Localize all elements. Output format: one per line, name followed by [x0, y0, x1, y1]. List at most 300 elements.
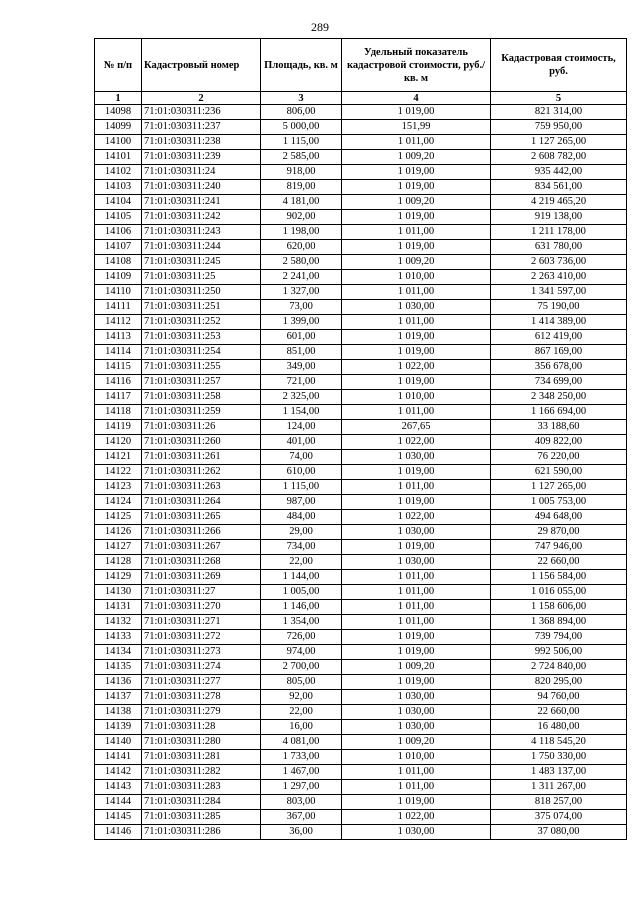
cadastral-number-cell: 71:01:030311:244 — [142, 240, 261, 255]
area-cell: 805,00 — [261, 675, 342, 690]
row-number-cell: 14115 — [95, 360, 142, 375]
table-row — [95, 195, 627, 210]
header-unit-value: Удельный показатель кадастровой стоимости, руб./кв. м — [342, 39, 491, 92]
row-number-cell: 14102 — [95, 165, 142, 180]
unit-value-cell: 1 011,00 — [342, 315, 491, 330]
row-number-cell: 14126 — [95, 525, 142, 540]
area-cell: 73,00 — [261, 300, 342, 315]
unit-value-cell: 1 011,00 — [342, 225, 491, 240]
table-row — [95, 540, 627, 555]
table-row — [95, 240, 627, 255]
unit-value-cell: 1 009,20 — [342, 195, 491, 210]
cadastral-value-cell: 409 822,00 — [491, 435, 627, 450]
unit-value-cell: 1 019,00 — [342, 495, 491, 510]
unit-value-cell: 1 009,20 — [342, 255, 491, 270]
row-number-cell: 14113 — [95, 330, 142, 345]
cadastral-number-cell: 71:01:030311:243 — [142, 225, 261, 240]
cadastral-value-cell: 356 678,00 — [491, 360, 627, 375]
table-row — [95, 495, 627, 510]
table-row — [95, 705, 627, 720]
unit-value-cell: 267,65 — [342, 420, 491, 435]
header-row-number: № п/п — [95, 39, 142, 92]
row-number-cell: 14111 — [95, 300, 142, 315]
unit-value-cell: 1 030,00 — [342, 525, 491, 540]
unit-value-cell: 1 011,00 — [342, 405, 491, 420]
row-number-cell: 14136 — [95, 675, 142, 690]
cadastral-number-cell: 71:01:030311:264 — [142, 495, 261, 510]
cadastral-number-cell: 71:01:030311:241 — [142, 195, 261, 210]
unit-value-cell: 1 019,00 — [342, 240, 491, 255]
area-cell: 803,00 — [261, 795, 342, 810]
cadastral-value-cell: 16 480,00 — [491, 720, 627, 735]
row-number-cell: 14139 — [95, 720, 142, 735]
area-cell: 1 146,00 — [261, 600, 342, 615]
cadastral-number-cell: 71:01:030311:27 — [142, 585, 261, 600]
cadastral-number-cell: 71:01:030311:274 — [142, 660, 261, 675]
cadastral-number-cell: 71:01:030311:24 — [142, 165, 261, 180]
table-row — [95, 810, 627, 825]
area-cell: 401,00 — [261, 435, 342, 450]
area-cell: 367,00 — [261, 810, 342, 825]
area-cell: 16,00 — [261, 720, 342, 735]
row-number-cell: 14142 — [95, 765, 142, 780]
column-number: 3 — [261, 92, 342, 105]
area-cell: 2 325,00 — [261, 390, 342, 405]
unit-value-cell: 1 010,00 — [342, 750, 491, 765]
cadastral-number-cell: 71:01:030311:239 — [142, 150, 261, 165]
cadastral-value-cell: 820 295,00 — [491, 675, 627, 690]
table-row — [95, 345, 627, 360]
table-row — [95, 795, 627, 810]
table-row — [95, 450, 627, 465]
area-cell: 1 399,00 — [261, 315, 342, 330]
cadastral-value-cell: 2 724 840,00 — [491, 660, 627, 675]
unit-value-cell: 1 019,00 — [342, 630, 491, 645]
table-row — [95, 330, 627, 345]
unit-value-cell: 1 011,00 — [342, 615, 491, 630]
cadastral-value-cell: 1 166 694,00 — [491, 405, 627, 420]
cadastral-value-cell: 75 190,00 — [491, 300, 627, 315]
row-number-cell: 14144 — [95, 795, 142, 810]
row-number-cell: 14128 — [95, 555, 142, 570]
row-number-cell: 14119 — [95, 420, 142, 435]
cadastral-number-cell: 71:01:030311:260 — [142, 435, 261, 450]
area-cell: 1 327,00 — [261, 285, 342, 300]
unit-value-cell: 1 011,00 — [342, 765, 491, 780]
table-row — [95, 465, 627, 480]
cadastral-value-cell: 631 780,00 — [491, 240, 627, 255]
cadastral-number-cell: 71:01:030311:266 — [142, 525, 261, 540]
table-row — [95, 510, 627, 525]
cadastral-value-cell: 37 080,00 — [491, 825, 627, 840]
cadastral-value-cell: 1 211 178,00 — [491, 225, 627, 240]
unit-value-cell: 151,99 — [342, 120, 491, 135]
header-area: Площадь, кв. м — [261, 39, 342, 92]
cadastral-number-cell: 71:01:030311:277 — [142, 675, 261, 690]
table-row — [95, 120, 627, 135]
cadastral-value-table — [94, 38, 627, 840]
row-number-cell: 14106 — [95, 225, 142, 240]
cadastral-value-cell: 22 660,00 — [491, 555, 627, 570]
area-cell: 610,00 — [261, 465, 342, 480]
cadastral-value-cell: 759 950,00 — [491, 120, 627, 135]
table-row — [95, 105, 627, 120]
cadastral-number-cell: 71:01:030311:269 — [142, 570, 261, 585]
area-cell: 1 198,00 — [261, 225, 342, 240]
unit-value-cell: 1 009,20 — [342, 735, 491, 750]
cadastral-number-cell: 71:01:030311:237 — [142, 120, 261, 135]
area-cell: 4 181,00 — [261, 195, 342, 210]
cadastral-value-cell: 621 590,00 — [491, 465, 627, 480]
cadastral-value-cell: 1 156 584,00 — [491, 570, 627, 585]
area-cell: 851,00 — [261, 345, 342, 360]
area-cell: 987,00 — [261, 495, 342, 510]
cadastral-number-cell: 71:01:030311:272 — [142, 630, 261, 645]
unit-value-cell: 1 011,00 — [342, 780, 491, 795]
cadastral-value-cell: 739 794,00 — [491, 630, 627, 645]
cadastral-number-cell: 71:01:030311:236 — [142, 105, 261, 120]
table-row — [95, 420, 627, 435]
cadastral-value-cell: 935 442,00 — [491, 165, 627, 180]
table-row — [95, 270, 627, 285]
column-number: 2 — [142, 92, 261, 105]
row-number-cell: 14143 — [95, 780, 142, 795]
table-row — [95, 180, 627, 195]
row-number-cell: 14130 — [95, 585, 142, 600]
area-cell: 918,00 — [261, 165, 342, 180]
table-row — [95, 615, 627, 630]
unit-value-cell: 1 019,00 — [342, 645, 491, 660]
cadastral-value-cell: 747 946,00 — [491, 540, 627, 555]
row-number-cell: 14101 — [95, 150, 142, 165]
row-number-cell: 14131 — [95, 600, 142, 615]
table-row — [95, 165, 627, 180]
table-row — [95, 780, 627, 795]
row-number-cell: 14133 — [95, 630, 142, 645]
cadastral-number-cell: 71:01:030311:253 — [142, 330, 261, 345]
area-cell: 726,00 — [261, 630, 342, 645]
cadastral-number-cell: 71:01:030311:254 — [142, 345, 261, 360]
unit-value-cell: 1 011,00 — [342, 285, 491, 300]
cadastral-number-cell: 71:01:030311:26 — [142, 420, 261, 435]
unit-value-cell: 1 011,00 — [342, 600, 491, 615]
table-row — [95, 405, 627, 420]
table-row — [95, 315, 627, 330]
table-row — [95, 600, 627, 615]
table-row — [95, 690, 627, 705]
cadastral-value-cell: 834 561,00 — [491, 180, 627, 195]
unit-value-cell: 1 030,00 — [342, 300, 491, 315]
unit-value-cell: 1 019,00 — [342, 345, 491, 360]
cadastral-number-cell: 71:01:030311:261 — [142, 450, 261, 465]
area-cell: 22,00 — [261, 705, 342, 720]
area-cell: 2 585,00 — [261, 150, 342, 165]
table-row — [95, 285, 627, 300]
row-number-cell: 14127 — [95, 540, 142, 555]
cadastral-number-cell: 71:01:030311:268 — [142, 555, 261, 570]
cadastral-number-cell: 71:01:030311:258 — [142, 390, 261, 405]
cadastral-value-cell: 612 419,00 — [491, 330, 627, 345]
cadastral-number-cell: 71:01:030311:257 — [142, 375, 261, 390]
row-number-cell: 14135 — [95, 660, 142, 675]
area-cell: 349,00 — [261, 360, 342, 375]
cadastral-number-cell: 71:01:030311:28 — [142, 720, 261, 735]
unit-value-cell: 1 011,00 — [342, 480, 491, 495]
cadastral-value-cell: 2 608 782,00 — [491, 150, 627, 165]
table-row — [95, 720, 627, 735]
row-number-cell: 14118 — [95, 405, 142, 420]
unit-value-cell: 1 019,00 — [342, 330, 491, 345]
row-number-cell: 14109 — [95, 270, 142, 285]
unit-value-cell: 1 019,00 — [342, 375, 491, 390]
cadastral-number-cell: 71:01:030311:285 — [142, 810, 261, 825]
unit-value-cell: 1 010,00 — [342, 270, 491, 285]
area-cell: 721,00 — [261, 375, 342, 390]
cadastral-number-cell: 71:01:030311:279 — [142, 705, 261, 720]
unit-value-cell: 1 019,00 — [342, 675, 491, 690]
row-number-cell: 14114 — [95, 345, 142, 360]
cadastral-value-cell: 867 169,00 — [491, 345, 627, 360]
area-cell: 2 700,00 — [261, 660, 342, 675]
column-number: 4 — [342, 92, 491, 105]
row-number-cell: 14100 — [95, 135, 142, 150]
area-cell: 124,00 — [261, 420, 342, 435]
unit-value-cell: 1 022,00 — [342, 360, 491, 375]
unit-value-cell: 1 022,00 — [342, 435, 491, 450]
area-cell: 1 297,00 — [261, 780, 342, 795]
cadastral-number-cell: 71:01:030311:262 — [142, 465, 261, 480]
row-number-cell: 14124 — [95, 495, 142, 510]
cadastral-number-cell: 71:01:030311:278 — [142, 690, 261, 705]
cadastral-value-cell: 1 750 330,00 — [491, 750, 627, 765]
row-number-cell: 14121 — [95, 450, 142, 465]
row-number-cell: 14140 — [95, 735, 142, 750]
cadastral-value-cell: 2 603 736,00 — [491, 255, 627, 270]
row-number-cell: 14116 — [95, 375, 142, 390]
cadastral-number-cell: 71:01:030311:271 — [142, 615, 261, 630]
area-cell: 1 115,00 — [261, 480, 342, 495]
cadastral-number-cell: 71:01:030311:238 — [142, 135, 261, 150]
table-row — [95, 135, 627, 150]
table-row — [95, 735, 627, 750]
cadastral-number-cell: 71:01:030311:259 — [142, 405, 261, 420]
table-row — [95, 210, 627, 225]
table-row — [95, 360, 627, 375]
cadastral-number-cell: 71:01:030311:284 — [142, 795, 261, 810]
cadastral-value-cell: 992 506,00 — [491, 645, 627, 660]
row-number-cell: 14122 — [95, 465, 142, 480]
cadastral-value-cell: 2 263 410,00 — [491, 270, 627, 285]
cadastral-value-cell: 4 219 465,20 — [491, 195, 627, 210]
cadastral-value-cell: 1 127 265,00 — [491, 480, 627, 495]
table-row — [95, 825, 627, 840]
unit-value-cell: 1 011,00 — [342, 135, 491, 150]
cadastral-number-cell: 71:01:030311:242 — [142, 210, 261, 225]
cadastral-value-cell: 1 341 597,00 — [491, 285, 627, 300]
table-row — [95, 570, 627, 585]
cadastral-value-cell: 1 483 137,00 — [491, 765, 627, 780]
area-cell: 601,00 — [261, 330, 342, 345]
table-row — [95, 435, 627, 450]
header-cadastral-number: Кадастровый номер — [142, 39, 261, 92]
column-number: 1 — [95, 92, 142, 105]
cadastral-number-cell: 71:01:030311:240 — [142, 180, 261, 195]
row-number-cell: 14104 — [95, 195, 142, 210]
area-cell: 1 354,00 — [261, 615, 342, 630]
area-cell: 1 005,00 — [261, 585, 342, 600]
cadastral-value-cell: 1 005 753,00 — [491, 495, 627, 510]
table-row — [95, 645, 627, 660]
unit-value-cell: 1 019,00 — [342, 180, 491, 195]
area-cell: 36,00 — [261, 825, 342, 840]
cadastral-value-cell: 734 699,00 — [491, 375, 627, 390]
unit-value-cell: 1 019,00 — [342, 105, 491, 120]
cadastral-value-cell: 375 074,00 — [491, 810, 627, 825]
row-number-cell: 14132 — [95, 615, 142, 630]
table-header-row — [95, 39, 627, 92]
cadastral-number-cell: 71:01:030311:265 — [142, 510, 261, 525]
unit-value-cell: 1 030,00 — [342, 825, 491, 840]
cadastral-value-cell: 2 348 250,00 — [491, 390, 627, 405]
unit-value-cell: 1 011,00 — [342, 570, 491, 585]
area-cell: 1 154,00 — [261, 405, 342, 420]
table-row — [95, 480, 627, 495]
cadastral-value-cell: 821 314,00 — [491, 105, 627, 120]
row-number-cell: 14103 — [95, 180, 142, 195]
unit-value-cell: 1 030,00 — [342, 705, 491, 720]
cadastral-value-cell: 919 138,00 — [491, 210, 627, 225]
unit-value-cell: 1 009,20 — [342, 660, 491, 675]
area-cell: 22,00 — [261, 555, 342, 570]
row-number-cell: 14099 — [95, 120, 142, 135]
table-row — [95, 750, 627, 765]
table-row — [95, 525, 627, 540]
unit-value-cell: 1 030,00 — [342, 555, 491, 570]
cadastral-number-cell: 71:01:030311:286 — [142, 825, 261, 840]
cadastral-number-cell: 71:01:030311:25 — [142, 270, 261, 285]
cadastral-number-cell: 71:01:030311:263 — [142, 480, 261, 495]
row-number-cell: 14141 — [95, 750, 142, 765]
area-cell: 2 241,00 — [261, 270, 342, 285]
unit-value-cell: 1 030,00 — [342, 450, 491, 465]
cadastral-value-cell: 1 311 267,00 — [491, 780, 627, 795]
cadastral-number-cell: 71:01:030311:270 — [142, 600, 261, 615]
cadastral-value-cell: 94 760,00 — [491, 690, 627, 705]
table-row — [95, 150, 627, 165]
area-cell: 734,00 — [261, 540, 342, 555]
cadastral-number-cell: 71:01:030311:281 — [142, 750, 261, 765]
table-row — [95, 555, 627, 570]
area-cell: 74,00 — [261, 450, 342, 465]
row-number-cell: 14117 — [95, 390, 142, 405]
cadastral-value-cell: 22 660,00 — [491, 705, 627, 720]
unit-value-cell: 1 010,00 — [342, 390, 491, 405]
row-number-cell: 14112 — [95, 315, 142, 330]
table-row — [95, 390, 627, 405]
row-number-cell: 14146 — [95, 825, 142, 840]
table-body — [95, 105, 627, 840]
cadastral-value-cell: 1 368 894,00 — [491, 615, 627, 630]
area-cell: 819,00 — [261, 180, 342, 195]
cadastral-value-cell: 1 414 389,00 — [491, 315, 627, 330]
row-number-cell: 14137 — [95, 690, 142, 705]
unit-value-cell: 1 019,00 — [342, 465, 491, 480]
unit-value-cell: 1 019,00 — [342, 540, 491, 555]
cadastral-value-cell: 76 220,00 — [491, 450, 627, 465]
row-number-cell: 14134 — [95, 645, 142, 660]
row-number-cell: 14108 — [95, 255, 142, 270]
table-row — [95, 300, 627, 315]
cadastral-value-cell: 1 158 606,00 — [491, 600, 627, 615]
cadastral-number-cell: 71:01:030311:273 — [142, 645, 261, 660]
cadastral-value-cell: 818 257,00 — [491, 795, 627, 810]
area-cell: 974,00 — [261, 645, 342, 660]
cadastral-number-cell: 71:01:030311:255 — [142, 360, 261, 375]
row-number-cell: 14107 — [95, 240, 142, 255]
unit-value-cell: 1 022,00 — [342, 810, 491, 825]
row-number-cell: 14120 — [95, 435, 142, 450]
area-cell: 1 115,00 — [261, 135, 342, 150]
area-cell: 5 000,00 — [261, 120, 342, 135]
cadastral-value-cell: 29 870,00 — [491, 525, 627, 540]
cadastral-value-cell: 1 127 265,00 — [491, 135, 627, 150]
cadastral-number-cell: 71:01:030311:283 — [142, 780, 261, 795]
cadastral-value-cell: 33 188,60 — [491, 420, 627, 435]
area-cell: 2 580,00 — [261, 255, 342, 270]
cadastral-number-cell: 71:01:030311:282 — [142, 765, 261, 780]
cadastral-number-cell: 71:01:030311:251 — [142, 300, 261, 315]
header-cadastral-value: Кадастровая стоимость, руб. — [491, 39, 627, 92]
row-number-cell: 14129 — [95, 570, 142, 585]
area-cell: 902,00 — [261, 210, 342, 225]
unit-value-cell: 1 030,00 — [342, 690, 491, 705]
column-number-row — [95, 92, 627, 105]
cadastral-number-cell: 71:01:030311:267 — [142, 540, 261, 555]
unit-value-cell: 1 011,00 — [342, 585, 491, 600]
area-cell: 1 733,00 — [261, 750, 342, 765]
column-number: 5 — [491, 92, 627, 105]
table-row — [95, 255, 627, 270]
area-cell: 29,00 — [261, 525, 342, 540]
unit-value-cell: 1 019,00 — [342, 795, 491, 810]
area-cell: 620,00 — [261, 240, 342, 255]
unit-value-cell: 1 022,00 — [342, 510, 491, 525]
cadastral-number-cell: 71:01:030311:280 — [142, 735, 261, 750]
area-cell: 806,00 — [261, 105, 342, 120]
unit-value-cell: 1 009,20 — [342, 150, 491, 165]
table-row — [95, 375, 627, 390]
area-cell: 1 144,00 — [261, 570, 342, 585]
unit-value-cell: 1 019,00 — [342, 165, 491, 180]
cadastral-number-cell: 71:01:030311:245 — [142, 255, 261, 270]
row-number-cell: 14138 — [95, 705, 142, 720]
area-cell: 92,00 — [261, 690, 342, 705]
table-row — [95, 765, 627, 780]
area-cell: 4 081,00 — [261, 735, 342, 750]
cadastral-value-cell: 494 648,00 — [491, 510, 627, 525]
table-row — [95, 585, 627, 600]
row-number-cell: 14098 — [95, 105, 142, 120]
table-row — [95, 225, 627, 240]
row-number-cell: 14105 — [95, 210, 142, 225]
area-cell: 1 467,00 — [261, 765, 342, 780]
row-number-cell: 14125 — [95, 510, 142, 525]
table-row — [95, 675, 627, 690]
row-number-cell: 14123 — [95, 480, 142, 495]
area-cell: 484,00 — [261, 510, 342, 525]
unit-value-cell: 1 030,00 — [342, 720, 491, 735]
cadastral-number-cell: 71:01:030311:250 — [142, 285, 261, 300]
